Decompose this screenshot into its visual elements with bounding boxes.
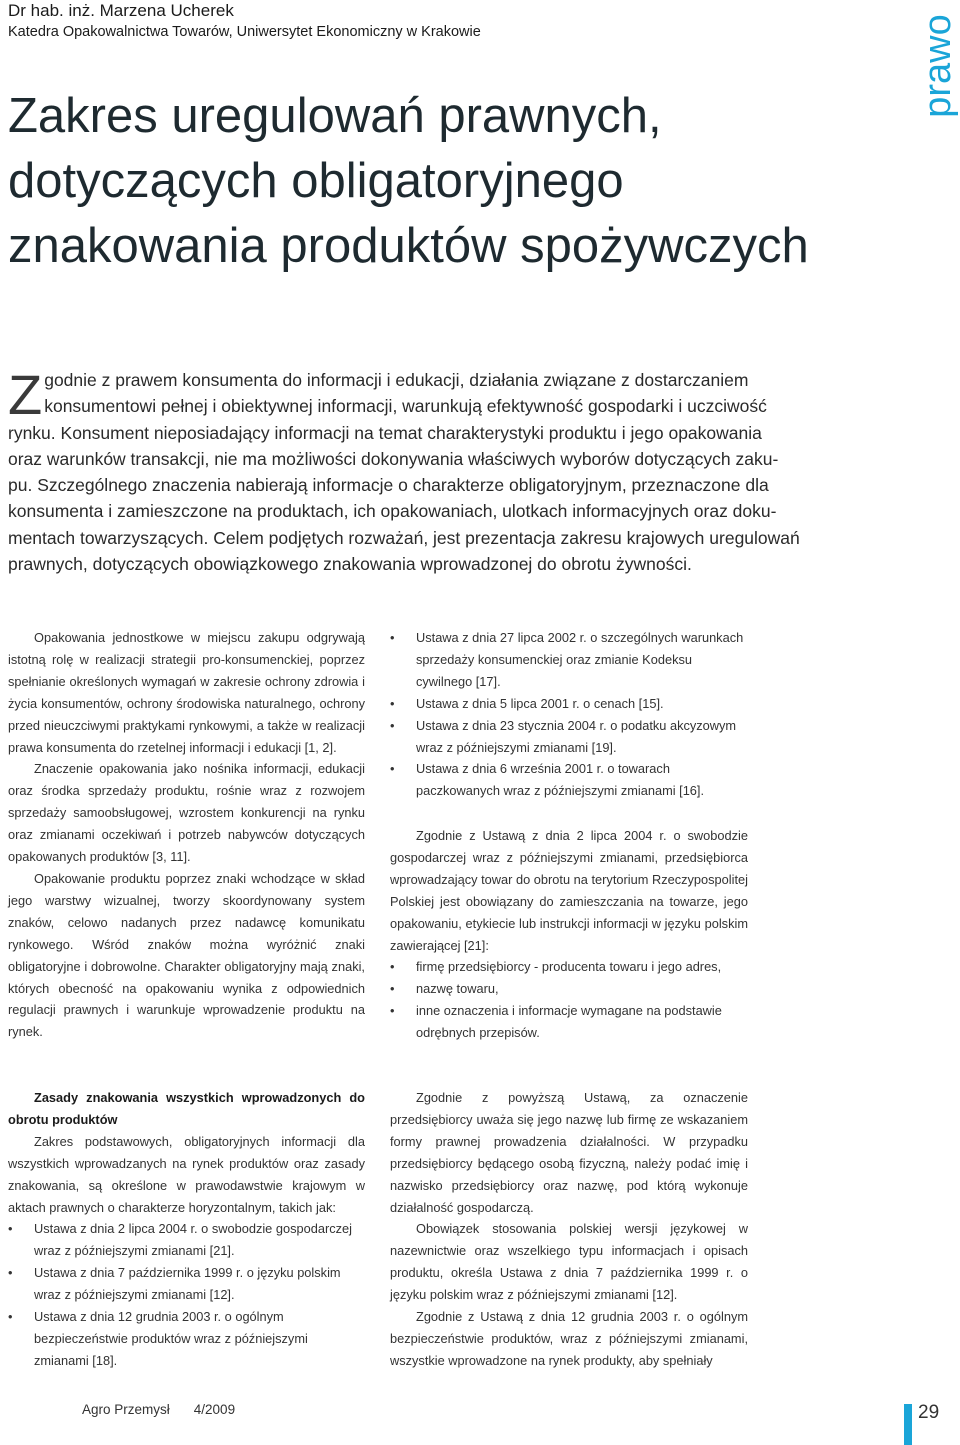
list-item: • Ustawa z dnia 5 lipca 2001 r. o cenach [15]. <box>390 693 748 715</box>
body-paragraph: Znaczenie opakowania jako nośnika informacji, edukacji oraz środka sprzedaży produktu, rośnie wraz z rozwojem sprzedaży samoobsługowej, wzrostem konkurencji na rynku oraz zmianami oczekiwań i potrzeb nabywców dotyczących opakowanych produktów [3, 11]. <box>8 761 365 865</box>
title-line: znakowania produktów spożywczych <box>8 219 809 273</box>
right-column-middle <box>390 825 748 1044</box>
body-paragraph: Zgodnie z Ustawą z dnia 2 lipca 2004 r. o swobodzie gospodarczej wraz z późniejszymi zmianami, przedsiębiorca wprowadzający towar do obrotu na terytorium Rzeczypospolitej Polskiej jest obowiązany do zamieszczania na towarze, jego opakowaniu, etykiecie lub instrukcji informacji w języku polskim zawierającej [21]: <box>390 828 748 953</box>
title-line: dotyczących obligatoryjnego <box>8 154 624 208</box>
list-item: • Ustawa z dnia 6 września 2001 r. o towarach paczkowanych wraz z późniejszymi zmianami [16]. <box>390 758 748 802</box>
body-paragraph: Zgodnie z powyższą Ustawą, za oznaczenie przedsiębiorcy uważa się jego nazwę lub firmę ze wskazaniem formy prawnej prowadzenia działalności. W przypadku przedsiębiorcy będącego osobą fizyczną, należy podać imię i nazwisko przedsiębiorcy oraz nazwę, pod którą wykonuje działalność gospodarczą. <box>390 1090 748 1215</box>
body-paragraph: Opakowania jednostkowe w miejscu zakupu odgrywają istotną rolę w realizacji strategii pro-konsumenckiej, poprzez spełnianie określonych wymagań w zakresie ochrony zdrowia i życia konsumentów, ochrony środowiska naturalnego, ochrony przed nieuczciwymi praktykami rynkowymi, a także w realizacji prawa konsumenta do rzetelnej informacji i edukacji [1, 2]. <box>8 630 365 755</box>
drop-cap: Z <box>8 363 43 426</box>
lead-line: rynku. Konsument nieposiadający informacji na temat charakterystyki produktu i jego opakowania <box>8 422 762 443</box>
page-number: 29 <box>918 1402 940 1423</box>
requirements-list <box>390 956 748 1044</box>
list-item: • firmę przedsiębiorcy - producenta towaru i jego adres, <box>390 956 748 978</box>
footer-publication <box>82 1402 235 1417</box>
left-column-top <box>8 627 365 1043</box>
lead-line: konsumenta i zamieszczone na produktach, ich opakowaniach, ulotkach informacyjnych oraz doku- <box>8 501 777 522</box>
lead-line: konsumentowi pełnej i obiektywnej informacji, warunkują efektywność gospodarki i uczciwość <box>44 396 767 417</box>
section-heading: Zasady znakowania wszystkich wprowadzonych do obrotu produktów <box>8 1090 365 1127</box>
article-title <box>8 84 908 279</box>
section-label <box>918 6 958 126</box>
list-item: • inne oznaczenia i informacje wymagane na podstawie odrębnych przepisów. <box>390 1000 748 1044</box>
body-paragraph: Obowiązek stosowania polskiej wersji językowej w nazewnictwie oraz wszelkiego typu informacjach i opisach produktu, określa Ustawa z dnia 7 października 1999 r. o języku polskim wraz z późniejszymi zmianami [12]. <box>390 1221 748 1303</box>
right-column-top <box>390 627 748 802</box>
author-name: Dr hab. inż. Marzena Ucherek <box>8 1 234 20</box>
list-item: • nazwę towaru, <box>390 978 748 1000</box>
list-item: • Ustawa z dnia 12 grudnia 2003 r. o ogólnym bezpieczeństwie produktów wraz z późniejszymi zmianami [18]. <box>8 1306 365 1372</box>
magazine-name: Agro Przemysł <box>82 1402 170 1417</box>
law-list <box>8 1218 365 1371</box>
left-column-bottom <box>8 1087 365 1372</box>
list-item: • Ustawa z dnia 2 lipca 2004 r. o swobodzie gospodarczej wraz z późniejszymi zmianami [21]. <box>8 1218 365 1262</box>
issue-number: 4/2009 <box>193 1402 236 1417</box>
body-paragraph: Zakres podstawowych, obligatoryjnych informacji dla wszystkich wprowadzanych na rynek produktów oraz zasady znakowania, są określone w prawodawstwie krajowym w aktach prawnych o charakterze horyzontalnym, takich jak: <box>8 1133 365 1215</box>
body-paragraph: Opakowanie produktu poprzez znaki wchodzące w skład jego warstwy wizualnej, tworzy skoordynowany system znaków, celowo nadanych przez nadawcę komunikatu rynkowego. Wśród znaków można wyróżnić znaki obligatoryjne i dobrowolne. Charakter obligatoryjny mają znaki, których obecność na opakowaniu wynika z odpowiednich regulacji prawnych i warunkuje wprowadzenie produktu na rynek. <box>8 870 365 1040</box>
title-line: Zakres uregulowań prawnych, <box>8 89 662 143</box>
body-paragraph: Zgodnie z Ustawą z dnia 12 grudnia 2003 r. o ogólnym bezpieczeństwie produktów, wraz z późniejszymi zmianami, wszystkie wprowadzone na rynek produkty, aby spełniały <box>390 1309 748 1368</box>
lead-paragraph <box>8 363 863 577</box>
lead-line: pu. Szczególnego znaczenia nabierają informacje o charakterze obligatoryjnym, przeznaczone dla <box>8 475 769 496</box>
author-affiliation: Katedra Opakowalnictwa Towarów, Uniwersytet Ekonomiczny w Krakowie <box>8 24 481 40</box>
right-column-bottom <box>390 1087 748 1372</box>
list-item: • Ustawa z dnia 23 stycznia 2004 r. o podatku akcyzowym wraz z późniejszymi zmianami [19]. <box>390 715 748 759</box>
lead-line: oraz warunków transakcji, nie ma możliwości dokonywania właściwych wyborów dotyczących zaku- <box>8 448 779 469</box>
lead-line: prawnych, dotyczących obowiązkowego znakowania wprowadzonej do obrotu żywności. <box>8 554 692 575</box>
lead-line: godnie z prawem konsumenta do informacji i edukacji, działania związane z dostarczaniem <box>44 370 749 390</box>
law-list <box>390 627 748 802</box>
page-number-bar <box>904 1404 912 1445</box>
list-item: • Ustawa z dnia 27 lipca 2002 r. o szczególnych warunkach sprzedaży konsumenckiej oraz zmianie Kodeksu cywilnego [17]. <box>390 627 748 693</box>
list-item: • Ustawa z dnia 7 października 1999 r. o języku polskim wraz z późniejszymi zmianami [12]. <box>8 1262 365 1306</box>
section-label-text: prawo <box>917 14 959 118</box>
lead-line: mentach towarzyszących. Celem podjętych rozważań, jest prezentacja zakresu krajowych uregulowań <box>8 527 800 548</box>
